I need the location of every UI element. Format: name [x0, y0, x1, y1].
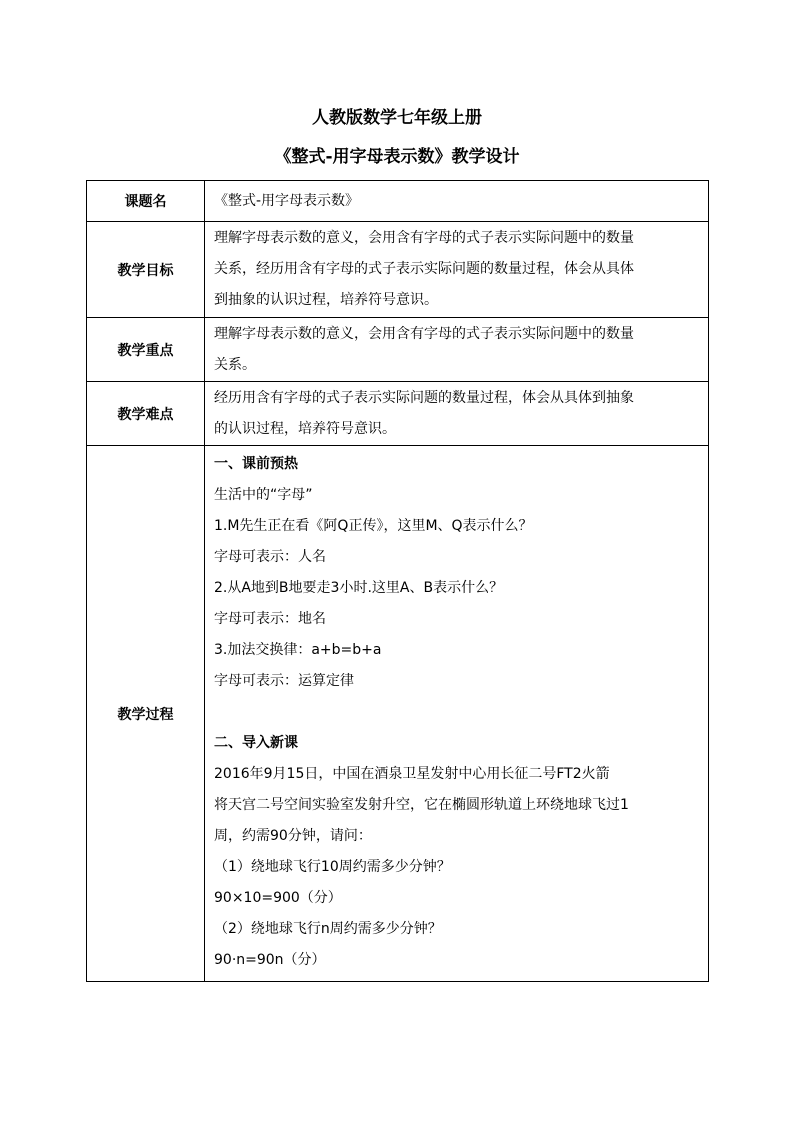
difficulty-content — [205, 382, 709, 446]
process-line: 字母可表示：人名 — [214, 549, 326, 565]
process-line: 1.M先生正在看《阿Q正传》，这里M、Q表示什么？ — [214, 518, 533, 534]
table-row-key-point — [87, 318, 709, 382]
difficulty-line: 的认识过程，培养符号意识。 — [214, 420, 396, 437]
process-content — [205, 446, 709, 982]
process-line: 将天宫二号空间实验室发射升空，它在椭圆形轨道上环绕地球飞过1 — [214, 797, 629, 813]
section-heading: 二、导入新课 — [214, 735, 298, 751]
blank-line — [214, 697, 702, 728]
process-line: 90×10=900（分） — [214, 890, 342, 906]
goal-line: 关系，经历用含有字母的式子表示实际问题的数量过程，体会从具体 — [214, 261, 634, 277]
goal-content — [205, 222, 709, 318]
table-row-process — [87, 446, 709, 982]
key-point-content — [205, 318, 709, 382]
topic-label: 课题名 — [87, 181, 205, 222]
key-point-line: 关系。 — [214, 356, 256, 373]
process-line: 2.从A地到B地要走3小时.这里A、B表示什么？ — [214, 580, 504, 596]
process-line: 2016年9月15日，中国在酒泉卫星发射中心用长征二号FT2火箭 — [214, 766, 610, 782]
process-line: 90·n=90n（分） — [214, 952, 326, 968]
process-line: 3.加法交换律：a+b=b+a — [214, 642, 382, 658]
table-row-goal — [87, 222, 709, 318]
process-line: 字母可表示：地名 — [214, 611, 326, 627]
table-row-difficulty — [87, 382, 709, 446]
process-line: （2）绕地球飞行n周约需多少分钟？ — [214, 921, 442, 937]
goal-line: 到抽象的认识过程，培养符号意识。 — [214, 292, 438, 308]
process-line: 生活中的“字母” — [214, 487, 313, 503]
process-line: （1）绕地球飞行10周约需多少分钟？ — [214, 859, 451, 875]
document-title: 人教版数学七年级上册 — [312, 108, 482, 128]
topic-content: 《整式-用字母表示数》 — [205, 181, 709, 222]
process-line: 周，约需90分钟，请问： — [214, 828, 372, 844]
key-point-label: 教学重点 — [87, 318, 205, 382]
process-line: 字母可表示：运算定律 — [214, 673, 354, 689]
table-row-topic — [87, 181, 709, 222]
document-subtitle: 《整式-用字母表示数》教学设计 — [274, 147, 520, 167]
difficulty-line: 经历用含有字母的式子表示实际问题的数量过程，体会从具体到抽象 — [214, 389, 634, 406]
key-point-line: 理解字母表示数的意义，会用含有字母的式子表示实际问题中的数量 — [214, 325, 634, 342]
difficulty-label: 教学难点 — [87, 382, 205, 446]
lesson-plan-table — [86, 180, 709, 982]
process-label: 教学过程 — [87, 446, 205, 982]
section-heading: 一、课前预热 — [214, 456, 298, 472]
goal-label: 教学目标 — [87, 222, 205, 318]
goal-line: 理解字母表示数的意义，会用含有字母的式子表示实际问题中的数量 — [214, 230, 634, 246]
